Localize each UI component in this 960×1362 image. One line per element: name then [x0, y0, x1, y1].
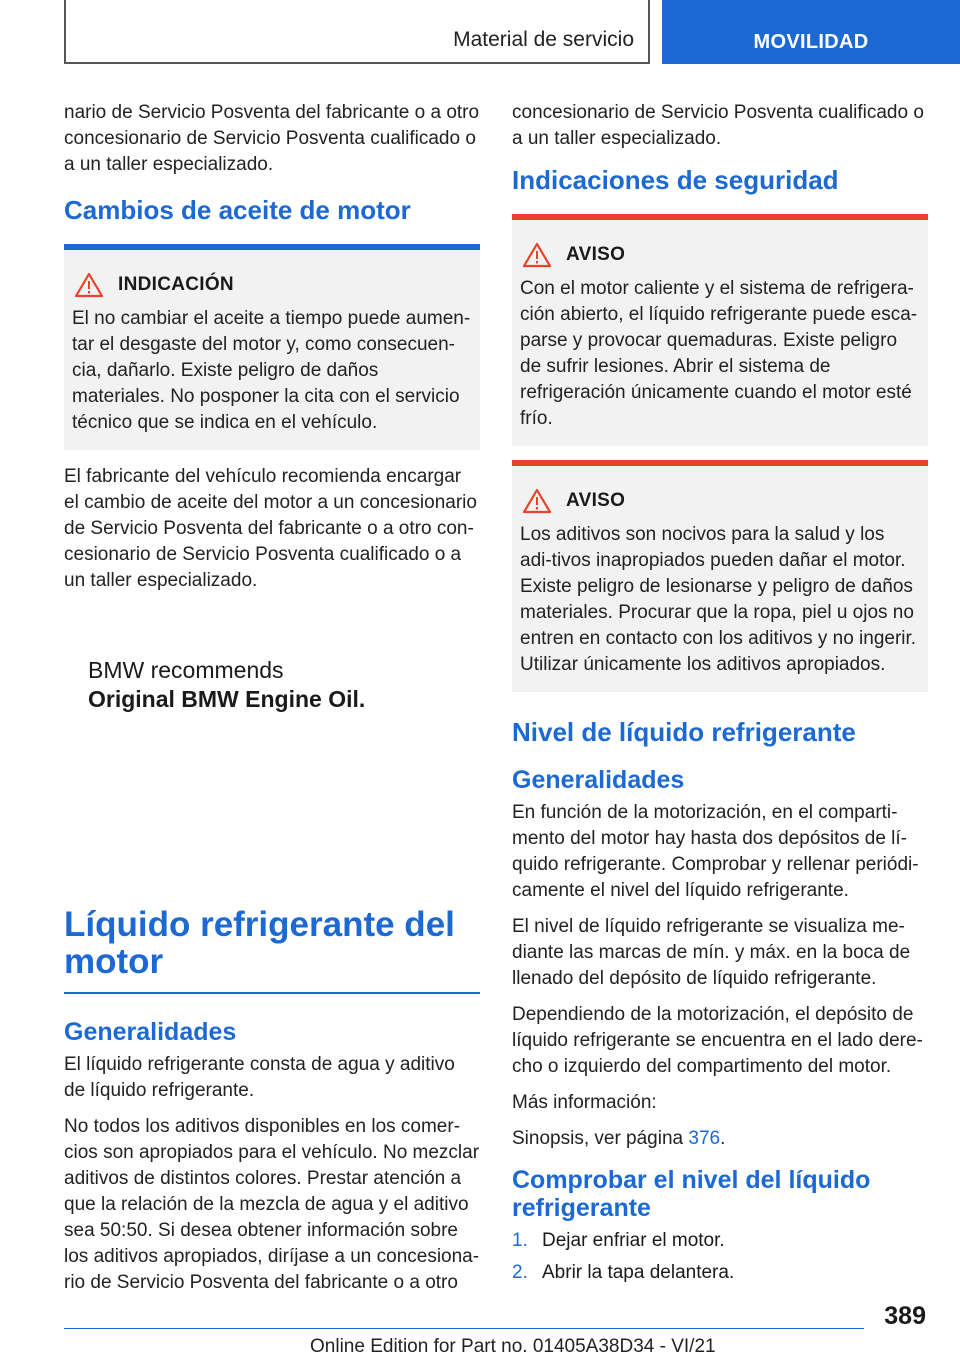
right-column [512, 100, 928, 1292]
step-number: 2. [512, 1262, 528, 1283]
left-intro-paragraph: nario de Servicio Posventa del fabricante o a otro concesionario de Servicio Posventa cualificado o a un taller especializado. [64, 102, 480, 175]
safety-heading: Indicaciones de seguridad [512, 165, 839, 195]
page-header [0, 0, 960, 66]
oil-ad-line2: Original BMW Engine Oil. [88, 686, 366, 712]
reference-end: . [720, 1128, 726, 1149]
check-level-heading: Comprobar el nivel del líquido refrigerante [512, 1166, 871, 1222]
warning-text: Los aditivos son nocivos para la salud y los adi-tivos inapropiados pueden dañar el motor. Existe peligro de lesionarse y peligro de daños materiales. Procurar que la ropa, piel u ojos no entren en contacto con los aditivos y no ingerir. Utilizar únicamente los aditivos apropiados. [520, 524, 917, 675]
step-number: 1. [512, 1230, 528, 1251]
notice-title: INDICACIÓN [118, 274, 234, 295]
notice-text: El no cambiar el aceite a tiempo puede aumen-tar el desgaste del motor y, como consecuen-cia, dañarlo. Existe peligro de daños materiales. No posponer la cita con el servicio técnico que se indica en el vehículo. [72, 308, 471, 433]
heading-divider [64, 992, 480, 994]
general-heading-right: Generalidades [512, 766, 685, 794]
right-intro-paragraph: concesionario de Servicio Posventa cualificado o a un taller especializado. [512, 102, 924, 149]
general-heading-left: Generalidades [64, 1018, 237, 1046]
oil-change-paragraph: El fabricante del vehículo recomienda encargar el cambio de aceite del motor a un concesionario de Servicio Posventa del fabricante o a otro con-cesionario de Servicio Posventa cualificado o a un taller especializado. [64, 466, 477, 591]
oil-ad-line1: BMW recommends [88, 657, 284, 683]
level-paragraph-2: El nivel de líquido refrigerante se visualiza me-diante las marcas de mín. y máx. en la boca de llenado del depósito de líquido refrigerante. [512, 916, 911, 989]
bmw-oil-recommendation [64, 656, 480, 906]
general-paragraph-1: El líquido refrigerante consta de agua y aditivo de líquido refrigerante. [64, 1054, 455, 1101]
warning-title: AVISO [566, 244, 626, 265]
level-paragraph-3: Dependiendo de la motorización, el depósito de líquido refrigerante se encuentra en el lado dere-cho o izquierdo del compartimento del motor. [512, 1004, 923, 1077]
warning-aviso-2 [512, 460, 928, 692]
coolant-level-heading: Nivel de líquido refrigerante [512, 717, 856, 747]
coolant-chapter-heading: Líquido refrigerante del motor [64, 905, 455, 981]
more-info-label: Más información: [512, 1092, 657, 1113]
warning-aviso-1 [512, 214, 928, 446]
page-number: 389 [884, 1302, 926, 1330]
check-steps-list [512, 1228, 928, 1286]
general-paragraph-2: No todos los aditivos disponibles en los comer-cios son apropiados para el vehículo. No mezclar aditivos de distintos colores. Prestar atención a que la relación de la mezcla de agua y el aditivo sea 50:50. Si desea obtener información sobre los aditivos apropiados, diríjase a un concesiona-rio de Servicio Posventa del fabricante o a otro [64, 1116, 480, 1293]
overview-reference [512, 1126, 928, 1152]
warning-title: AVISO [566, 490, 626, 511]
warning-header [520, 488, 920, 514]
list-item [512, 1260, 928, 1286]
footer-divider [64, 1328, 864, 1329]
warning-triangle-icon [74, 272, 104, 298]
warning-triangle-icon [522, 488, 552, 514]
oil-change-heading: Cambios de aceite de motor [64, 195, 411, 225]
page-reference-link[interactable]: 376 [688, 1128, 721, 1149]
warning-triangle-icon [522, 242, 552, 268]
warning-header [520, 242, 920, 268]
header-section-title: Material de servicio [453, 28, 634, 51]
header-chapter-tab[interactable]: MOVILIDAD [662, 0, 960, 64]
warning-text: Con el motor caliente y el sistema de refrigera-ción abierto, el líquido refrigerante puede esca-parse y provocar quemaduras. Existe peligro de sufrir lesiones. Abrir el sistema de refrigeración únicamente cuando el motor esté frío. [520, 278, 918, 429]
list-item [512, 1228, 928, 1254]
notice-header [72, 272, 472, 298]
header-section-box [64, 0, 650, 64]
step-text: Dejar enfriar el motor. [542, 1230, 725, 1251]
notice-indicacion [64, 244, 480, 450]
level-paragraph-1: En función de la motorización, en el comparti-mento del motor hay hasta dos depósitos de lí-quido refrigerante. Comprobar y rellenar periódi-camente el nivel del líquido refrigerante. [512, 802, 919, 901]
step-text: Abrir la tapa delantera. [542, 1262, 735, 1283]
reference-text: Sinopsis, ver página [512, 1128, 689, 1149]
left-column [64, 100, 480, 1306]
footer-edition-text: Online Edition for Part no. 01405A38D34 - VI/21 [310, 1336, 716, 1357]
